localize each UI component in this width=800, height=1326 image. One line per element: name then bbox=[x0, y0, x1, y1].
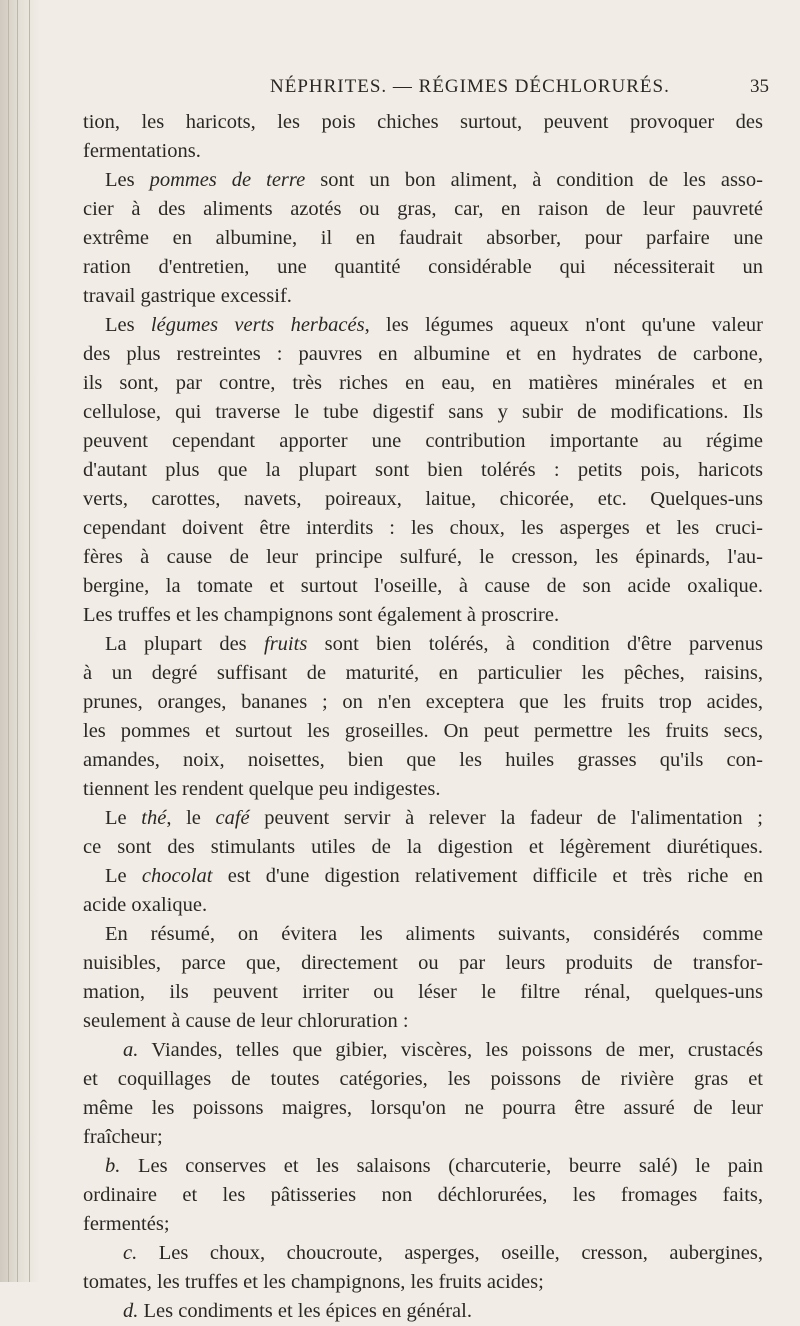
page-number: 35 bbox=[750, 76, 769, 97]
text-line bbox=[83, 862, 763, 891]
text-run: Les truffes et les champignons sont également à proscrire. bbox=[83, 604, 560, 626]
text-line bbox=[83, 659, 763, 688]
body-text bbox=[83, 108, 763, 1326]
text-run: bergine, la tomate et surtout l'oseille, à cause de son acide oxalique. bbox=[83, 575, 763, 597]
text-run: ration d'entretien, une quantité considérable qui nécessiterait un bbox=[83, 256, 763, 278]
text-run: est d'une digestion relativement difficile et très riche en bbox=[212, 865, 763, 887]
text-line bbox=[83, 1152, 763, 1181]
text-line bbox=[83, 1210, 763, 1239]
text-run: Les bbox=[105, 314, 151, 336]
text-line bbox=[83, 1297, 763, 1326]
text-run: les pommes et surtout les groseilles. On peut permettre les fruits secs, bbox=[83, 720, 763, 742]
text-line bbox=[83, 282, 763, 311]
text-run: seulement à cause de leur chloruration : bbox=[83, 1010, 409, 1032]
paragraph bbox=[83, 311, 763, 630]
text-line bbox=[83, 891, 763, 920]
text-run: cier à des aliments azotés ou gras, car, en raison de leur pauvreté bbox=[83, 198, 763, 220]
text-line bbox=[83, 630, 763, 659]
text-line bbox=[83, 166, 763, 195]
text-run: Les conserves et les salaisons (charcuterie, beurre salé) le pain bbox=[120, 1155, 763, 1177]
text-run: prunes, oranges, bananes ; on n'en exceptera que les fruits trop acides, bbox=[83, 691, 763, 713]
paragraph bbox=[83, 1297, 763, 1326]
text-line bbox=[83, 804, 763, 833]
paragraph bbox=[83, 862, 763, 920]
text-run: ordinaire et les pâtisseries non déchlorurées, les fromages faits, bbox=[83, 1184, 763, 1206]
text-line bbox=[83, 717, 763, 746]
text-line bbox=[83, 485, 763, 514]
paragraph bbox=[83, 630, 763, 804]
text-run: ils sont, par contre, très riches en eau, en matières minérales et en bbox=[83, 372, 763, 394]
text-line bbox=[83, 1007, 763, 1036]
text-line bbox=[83, 369, 763, 398]
text-line bbox=[83, 108, 763, 137]
text-line bbox=[83, 775, 763, 804]
text-run: des plus restreintes : pauvres en albumine et en hydrates de carbone, bbox=[83, 343, 763, 365]
text-line bbox=[83, 195, 763, 224]
text-run: fraîcheur; bbox=[83, 1126, 163, 1148]
text-line bbox=[83, 543, 763, 572]
text-line bbox=[83, 1094, 763, 1123]
text-run: En résumé, on évitera les aliments suivants, considérés comme bbox=[105, 923, 763, 945]
text-run: Viandes, telles que gibier, viscères, les poissons de mer, crustacés bbox=[138, 1039, 763, 1061]
text-run: amandes, noix, noisettes, bien que les huiles grasses qu'ils con- bbox=[83, 749, 763, 771]
text-run: Les condiments et les épices en général. bbox=[138, 1300, 472, 1322]
paragraph bbox=[83, 108, 763, 166]
text-line bbox=[83, 949, 763, 978]
text-line bbox=[83, 601, 763, 630]
text-run: Le bbox=[105, 865, 142, 887]
paragraph bbox=[83, 1152, 763, 1239]
text-run: tomates, les truffes et les champignons, les fruits acides; bbox=[83, 1271, 544, 1293]
emphasized-term: chocolat bbox=[141, 865, 213, 887]
text-run: fermentés; bbox=[83, 1213, 170, 1235]
text-run: fères à cause de leur principe sulfuré, le cresson, les épinards, l'au- bbox=[83, 546, 763, 568]
text-run: fermentations. bbox=[83, 140, 201, 162]
paragraph bbox=[83, 804, 763, 862]
text-run: ce sont des stimulants utiles de la digestion et légèrement diurétiques. bbox=[83, 836, 763, 858]
paragraph bbox=[83, 166, 763, 311]
text-line bbox=[83, 688, 763, 717]
emphasized-term: fruits bbox=[264, 633, 308, 655]
text-line bbox=[83, 1268, 763, 1297]
text-line bbox=[83, 1239, 763, 1268]
text-run: tion, les haricots, les pois chiches surtout, peuvent provoquer des bbox=[83, 111, 763, 133]
text-line bbox=[83, 253, 763, 282]
emphasized-term: a. bbox=[123, 1039, 139, 1061]
text-line bbox=[83, 1065, 763, 1094]
text-line bbox=[83, 572, 763, 601]
text-run: , les légumes aqueux n'ont qu'une valeur bbox=[364, 314, 763, 336]
text-line bbox=[83, 137, 763, 166]
text-run: et coquillages de toutes catégories, les poissons de rivière gras et bbox=[83, 1068, 763, 1090]
text-line bbox=[83, 514, 763, 543]
text-run: La plupart des bbox=[105, 633, 264, 655]
emphasized-term: thé bbox=[141, 807, 167, 829]
paragraph bbox=[83, 920, 763, 1036]
text-line bbox=[83, 456, 763, 485]
emphasized-term: c. bbox=[123, 1242, 138, 1264]
text-run: acide oxalique. bbox=[83, 894, 208, 916]
text-run: , le bbox=[166, 807, 216, 829]
running-head: NÉPHRITES. — RÉGIMES DÉCHLORURÉS. bbox=[270, 76, 670, 97]
text-run: sont un bon aliment, à condition de les asso- bbox=[305, 169, 763, 191]
text-run: même les poissons maigres, lorsqu'on ne pourra être assuré de leur bbox=[83, 1097, 763, 1119]
paragraph bbox=[83, 1036, 763, 1152]
text-line bbox=[83, 1181, 763, 1210]
text-line bbox=[83, 1036, 763, 1065]
emphasized-term: d. bbox=[123, 1300, 139, 1322]
text-run: d'autant plus que la plupart sont bien tolérés : petits pois, haricots bbox=[83, 459, 763, 481]
emphasized-term: b. bbox=[105, 1155, 121, 1177]
text-run: mation, ils peuvent irriter ou léser le filtre rénal, quelques-uns bbox=[83, 981, 763, 1003]
emphasized-term: légumes verts herbacés bbox=[150, 314, 365, 336]
text-line bbox=[83, 833, 763, 862]
text-run: nuisibles, parce que, directement ou par leurs produits de transfor- bbox=[83, 952, 763, 974]
text-line bbox=[83, 398, 763, 427]
text-run: Le bbox=[105, 807, 142, 829]
text-run: à un degré suffisant de maturité, en particulier les pêches, raisins, bbox=[83, 662, 763, 684]
text-line bbox=[83, 920, 763, 949]
text-run: peuvent cependant apporter une contribution importante au régime bbox=[83, 430, 763, 452]
text-run: sont bien tolérés, à condition d'être parvenus bbox=[307, 633, 764, 655]
emphasized-term: pommes de terre bbox=[149, 169, 306, 191]
text-run: extrême en albumine, il en faudrait absorber, pour parfaire une bbox=[83, 227, 763, 249]
text-line bbox=[83, 978, 763, 1007]
text-line bbox=[83, 340, 763, 369]
text-line bbox=[83, 1123, 763, 1152]
text-line bbox=[83, 427, 763, 456]
text-run: verts, carottes, navets, poireaux, laitue, chicorée, etc. Quelques-uns bbox=[83, 488, 763, 510]
text-run: cellulose, qui traverse le tube digestif sans y subir de modifications. Ils bbox=[83, 401, 763, 423]
text-run: travail gastrique excessif. bbox=[83, 285, 292, 307]
paragraph bbox=[83, 1239, 763, 1297]
text-run: cependant doivent être interdits : les choux, les asperges et les cruci- bbox=[83, 517, 763, 539]
text-run: tiennent les rendent quelque peu indigestes. bbox=[83, 778, 441, 800]
text-run: Les choux, choucroute, asperges, oseille, cresson, aubergines, bbox=[137, 1242, 763, 1264]
text-line bbox=[83, 224, 763, 253]
emphasized-term: café bbox=[215, 807, 250, 829]
text-run: peuvent servir à relever la fadeur de l'alimentation ; bbox=[249, 807, 764, 829]
text-run: Les bbox=[105, 169, 150, 191]
text-line bbox=[83, 311, 763, 340]
text-line bbox=[83, 746, 763, 775]
